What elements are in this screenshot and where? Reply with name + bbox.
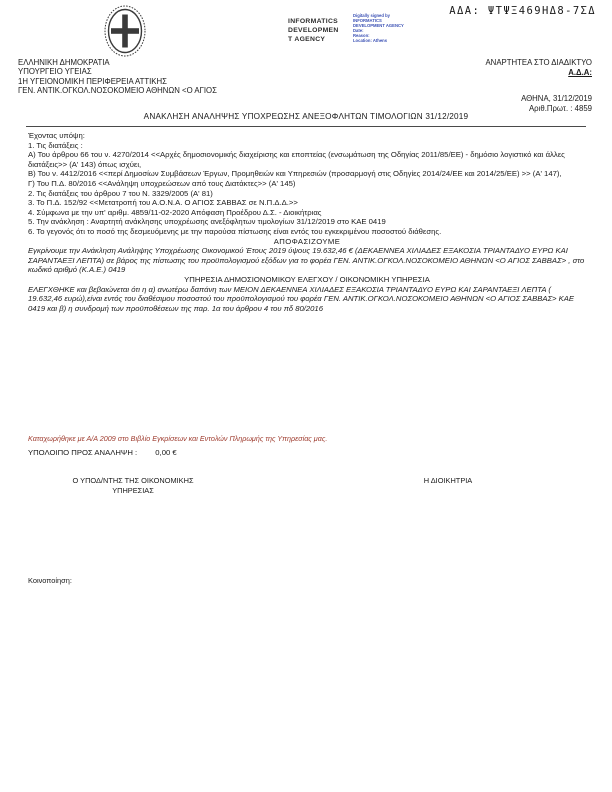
signature-line: Reason:: [353, 33, 370, 38]
signature-line: DEVELOPMENT AGENCY: [353, 23, 404, 28]
considerations-intro: Έχοντας υπόψη:: [28, 131, 85, 140]
consideration-item: Γ) Του Π.Δ. 80/2016 <<Ανάληψη υποχρεώσεων από τους Διατάκτες>> (Α' 145): [28, 178, 296, 188]
document-title: ΑΝΑΚΛΗΣΗ ΑΝΑΛΗΨΗΣ ΥΠΟΧΡΕΩΣΗΣ ΑΝΕΞΟΦΛΗΤΩΝ ΤΙΜΟΛΟΓΙΩΝ 31/12/2019: [143, 112, 469, 121]
decision-paragraph: Εγκρίνουμε την Ανάκληση Ανάληψης Υποχρέωσης Οικονομικού Έτους 2019 ύψους 19.632,46 € (ΔΕΚΑΕΝΝΕΑ ΧΙΛΙΑΔΕΣ ΕΞΑΚΟΣΙΑ ΤΡΙΑΝΤΑΔΥΟ ΕΥΡΩ ΚΑΙ ΣΑΡΑΝΤΑΕΞΙ ΛΕΠΤΑ) σε βάρος της πίστωσης του προϋπολογισμού εξόδων για το φορέα ΓΕΝ. ΑΝΤΙΚ.ΟΓΚΟΛ.ΝΟΣΟΚΟΜΕΙΟ ΑΘΗΝΩΝ <Ο ΑΓΙΟΣ ΣΑΒΒΑΣ> , στο κωδικό αριθμό (Κ.Α.Ε.) 0419: [28, 246, 585, 275]
protocol-number: Αριθ.Πρωτ. : 4859: [528, 103, 592, 113]
balance-value: 0,00 €: [155, 448, 177, 457]
consideration-item: 6. Το γεγονός ότι το ποσό της δεσμευόμενης με την παρούσα πίστωσης είναι εντός του εγκεκριμένου ποσοστού διάθεσης.: [28, 226, 442, 236]
digital-signature-text: [353, 13, 404, 43]
service-heading: ΥΠΗΡΕΣΙΑ ΔΗΜΟΣΙΟΝΟΜΙΚΟΥ ΕΛΕΓΧΟΥ / ΟΙΚΟΝΟΜΙΚΗ ΥΠΗΡΕΣΙΑ: [184, 274, 430, 284]
consideration-item: Β) Του ν. 4412/2016 <<περί Δημοσίων Συμβάσεων Έργων, Προμηθειών και Υπηρεσιών (προσαρμογή στις Οδηγίες 2014/24/ΕΕ και 2014/25/ΕΕ) >> (Α' 147),: [28, 169, 562, 179]
signature-line: Date:: [353, 28, 364, 33]
org-line-ministry: ΥΠΟΥΡΓΕΙΟ ΥΓΕΙΑΣ: [18, 67, 92, 77]
signature-line: Location: Athens: [353, 38, 388, 43]
stamp-agency-line: T AGENCY: [288, 36, 326, 43]
consideration-item: 3. Το Π.Δ. 152/92 <<Μετατροπή του Α.Ο.Ν.Α. Ο ΑΓΙΟΣ ΣΑΒΒΑΣ σε Ν.Π.Δ.Δ.>>: [28, 198, 298, 208]
digital-stamp-agency: [288, 17, 339, 44]
title-divider: [26, 126, 586, 127]
organisation-block: [18, 58, 217, 96]
org-line-region: 1Η ΥΓΕΙΟΝΟΜΙΚΗ ΠΕΡΙΦΕΡΕΙΑ ΑΤΤΙΚΗΣ: [18, 76, 167, 86]
consideration-item: 4. Σύμφωνα με την υπ' αριθμ. 4859/11-02-2020 Απόφαση Προέδρου Δ.Σ. - Διοικήτριας: [28, 207, 322, 217]
signature-left-title-line2: ΥΠΗΡΕΣΙΑΣ: [112, 485, 154, 495]
balance-label: ΥΠΟΛΟΙΠΟ ΠΡΟΣ ΑΝΑΛΗΨΗ :: [28, 448, 138, 457]
signature-line: Digitally signed by: [353, 13, 390, 18]
registry-note: Καταχωρήθηκε με Α/Α 2009 στο Βιβλίο Εγκρίσεων και Εντολών Πληρωμής της Υπηρεσίας μας.: [28, 434, 328, 443]
ada-code: ΑΔΑ: ΨΤΨΞ469ΗΔ8-7ΣΔ: [449, 5, 596, 17]
signature-left-title-line1: Ο ΥΠΟΔ/ΝΤΗΣ ΤΗΣ ΟΙΚΟΝΟΜΙΚΗΣ: [72, 476, 194, 485]
balance-row: [28, 448, 177, 457]
signature-right: Η ΔΙΟΙΚΗΤΡΙΑ: [423, 476, 473, 485]
document-body: [28, 131, 586, 313]
signature-left: [48, 476, 218, 495]
consideration-item: 5. Την ανάκληση : Αναρτητή ανάκλησης υποχρέωσης ανεξόφλητων τιμολογίων 31/12/2019 στο ΚΑΕ 0419: [28, 217, 386, 227]
posting-block: [485, 58, 592, 113]
greek-state-emblem-icon: [102, 5, 148, 57]
stamp-agency-line: DEVELOPMEN: [288, 27, 339, 34]
consideration-item: Α) Του άρθρου 66 του ν. 4270/2014 <<Αρχές δημοσιονομικής διαχείρισης και εποπτείας (ενσωμάτωση της Οδηγίας 2011/85/ΕΕ) - δημόσιο λογιστικό και άλλες διατάξεις>> (Α' 143) όπως ισχύει,: [28, 150, 565, 169]
city-date: ΑΘΗΝΑ, 31/12/2019: [521, 94, 592, 104]
consideration-item: 1. Τις διατάξεις :: [28, 140, 83, 150]
decision-heading: ΑΠΟΦΑΣΙΖΟΥΜΕ: [273, 236, 341, 246]
org-line-hospital: ΓΕΝ. ΑΝΤΙΚ.ΟΓΚΟΛ.ΝΟΣΟΚΟΜΕΙΟ ΑΘΗΝΩΝ <Ο ΑΓΙΟΣ: [18, 86, 217, 96]
stamp-agency-line: INFORMATICS: [288, 18, 338, 25]
consideration-item: 2. Τις διατάξεις του άρθρου 7 του Ν. 3329/2005 (Α' 81): [28, 188, 213, 198]
ada-label: Α.Δ.Α:: [568, 67, 592, 77]
signature-line: INFORMATICS: [353, 18, 382, 23]
cc-label: Κοινοποίηση:: [28, 576, 72, 585]
org-line-republic: ΕΛΛΗΝΙΚΗ ΔΗΜΟΚΡΑΤΙΑ: [18, 58, 110, 67]
verification-paragraph: ΕΛΕΓΧΘΗΚΕ και βεβαιώνεται ότι η α) ανωτέρω δαπάνη των ΜΕΙΟΝ ΔΕΚΑΕΝΝΕΑ ΧΙΛΙΑΔΕΣ ΕΞΑΚΟΣΙΑ ΤΡΙΑΝΤΑΔΥΟ ΕΥΡΩ ΚΑΙ ΣΑΡΑΝΤΑΕΞΙ ΛΕΠΤΑ ( 19.632,46 ευρώ),είναι εντός του διαθέσιμου ποσοστού του προϋπολογισμού του φορέα ΓΕΝ. ΑΝΤΙΚ.ΟΓΚΟΛ.ΝΟΣΟΚΟΜΕΙΟ ΑΘΗΝΩΝ <Ο ΑΓΙΟΣ ΣΑΒΒΑΣ> ΚΑΕ 0419 και β) η συνδρομή των προϋποθέσεων της παρ. 1α του άρθρου 4 του πδ 80/2016: [28, 284, 575, 313]
posting-note: ΑΝΑΡΤΗΤΕΑ ΣΤΟ ΔΙΑΔΙΚΤΥΟ: [485, 58, 592, 67]
